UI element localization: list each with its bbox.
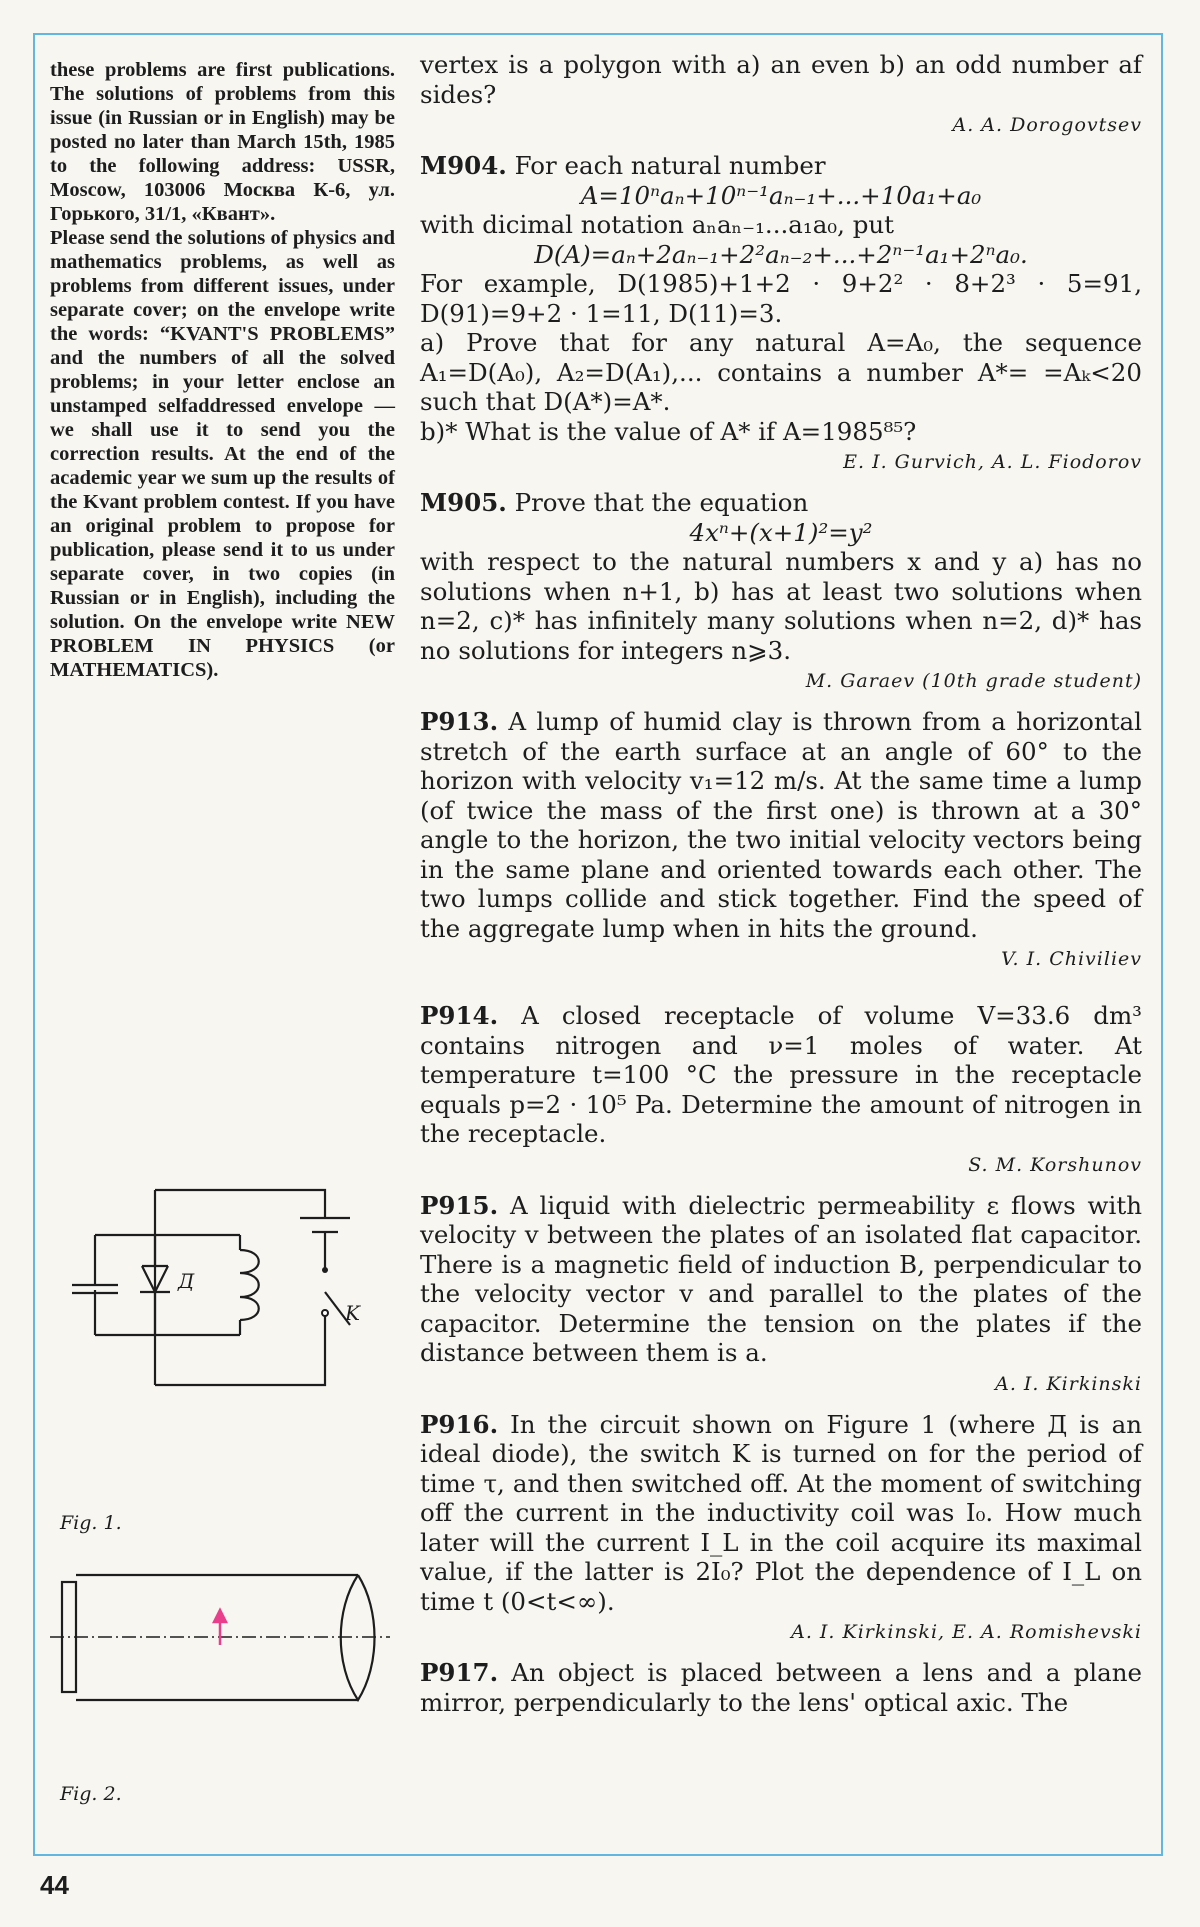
switch-label: K	[345, 1301, 360, 1325]
m904-line5: b)* What is the value of A* if A=1985⁸⁵?	[420, 416, 917, 446]
p914-id: P914.	[420, 1001, 499, 1030]
p915-id: P915.	[420, 1190, 499, 1220]
instructions-paragraph-2: Please send the solutions of physics and mathematics problems, as well as problems from different issues, under separate cover; on the envelope write the words: “KVANT'S PROBLEMS” and the numbers of all the solved problems; in your letter enclose an unstamped selfaddressed envelope — we shall use it to send you the correction results. At the end of the academic year we sum up the results of the Kvant problem contest. If you have an original problem to propose for publication, please send it to us under separate cover, in two copies (in Russian or in English), including the solution. On the envelope write NEW PROBLEM IN PHYSICS (or MATHEMATICS).	[50, 227, 395, 681]
p917-id: P917.	[420, 1658, 499, 1687]
intro-text: vertex is a polygon with a) an even b) an odd number af sides?	[420, 50, 1142, 109]
p914-text: A closed receptacle of volume V=33.6 dm³ contains nitrogen and ν=1 moles of water. At temperature t=100 °C the pressure in the receptacle equals p=2 · 10⁵ Pa. Determine the amount of nitrogen in the receptacle.	[420, 1001, 1142, 1148]
instructions-paragraph-1: these problems are first publications. The solutions of problems from this issue (in Russian or in English) may be posted no later than March 15th, 1985 to the following address: USSR, Moscow, 103006 Москва К-6, ул. Горького, 31/1, «Квант».	[50, 59, 395, 225]
m904-id: M904.	[420, 151, 507, 180]
submission-instructions	[50, 58, 395, 682]
m904-line3: For example, D(1985)+1+2 · 9+2² · 8+2³ · 5=91, D(91)=9+2 · 1=11, D(11)=3.	[420, 269, 1142, 328]
m905-formula: 4xⁿ+(x+1)²=y²	[689, 517, 873, 547]
p914-author: S. M. Korshunov	[968, 1153, 1142, 1176]
m905-author: M. Garaev (10th grade student)	[805, 670, 1142, 692]
p917-problem	[420, 1658, 1142, 1717]
p916-author: A. I. Kirkinski, E. A. Romishevski	[791, 1621, 1142, 1643]
intro-author: A. A. Dorogovtsev	[952, 114, 1142, 136]
m904-author: E. I. Gurvich, A. L. Fiodorov	[843, 451, 1142, 473]
p913-author: V. I. Chiviliev	[1001, 948, 1142, 970]
page-number: 44	[40, 1870, 69, 1900]
p913-problem	[420, 707, 1142, 943]
m905-line2: with respect to the natural numbers x and y a) has no solutions when n+1, b) has at least two solutions when n=2, c)* has infinitely many solutions when n=2, d)* has no solutions for integers n⩾3.	[420, 547, 1142, 665]
m905-problem	[420, 488, 1142, 518]
m904-formula1: A=10ⁿaₙ+10ⁿ⁻¹aₙ₋₁+...+10a₁+a₀	[580, 180, 982, 210]
problems-column	[420, 50, 1142, 1717]
m904-formula2: D(A)=aₙ+2aₙ₋₁+2²aₙ₋₂+...+2ⁿ⁻¹a₁+2ⁿa₀.	[534, 239, 1028, 269]
p916-text: In the circuit shown on Figure 1 (where Д is an ideal diode), the switch K is turned on for the period of time τ, and then switched off. At the moment of switching off the current in the inductivity coil was I₀. How much later will the current I_L in the coil acquire its maximal value, if the latter is 2I₀? Plot the dependence of I_L on time t (0<t<∞).	[420, 1409, 1142, 1616]
p917-text: An object is placed between a lens and a plane mirror, perpendicularly to the lens' optical axic. The	[420, 1658, 1143, 1717]
m904-line2: with dicimal notation aₙaₙ₋₁...a₁a₀, put	[420, 210, 895, 239]
p915-author: A. I. Kirkinski	[995, 1372, 1142, 1395]
figure-2-caption: Fig. 2.	[60, 1783, 122, 1805]
p915-problem	[420, 1191, 1142, 1368]
p913-text: A lump of humid clay is thrown from a horizontal stretch of the earth surface at an angle of 60° to the horizon with velocity v₁=12 m/s. At the same time a lump (of twice the mass of the first one) is thrown at a 30° angle to the horizon, the two initial velocity vectors being in the same plane and oriented towards each other. The two lumps collide and stick together. Find the speed of the aggregate lump when in hits the ground.	[420, 707, 1142, 943]
m905-id: M905.	[420, 488, 507, 517]
p913-id: P913.	[420, 707, 499, 736]
figure-1-caption: Fig. 1.	[60, 1512, 122, 1534]
p915-text: A liquid with dielectric permeability ε flows with velocity v between the plates of an isolated flat capacitor. There is a magnetic field of induction B, perpendicular to the velocity vector v and parallel to the plates of the capacitor. Determine the tension on the plates if the distance between them is a.	[420, 1190, 1142, 1367]
m905-line1: Prove that the equation	[514, 488, 809, 517]
m904-problem	[420, 151, 1142, 181]
p914-problem	[420, 1001, 1142, 1149]
figure-2-optics	[50, 1560, 400, 1720]
p916-id: P916.	[420, 1409, 499, 1439]
p916-problem	[420, 1410, 1142, 1617]
m904-line1: For each natural number	[514, 151, 826, 180]
m904-line4: a) Prove that for any natural A=A₀, the sequence A₁=D(A₀), A₂=D(A₁),... contains a number A*= =Aₖ<20 such that D(A*)=A*.	[420, 328, 1142, 416]
figure-1-circuit	[60, 1180, 380, 1430]
diode-label: Д	[178, 1269, 195, 1293]
